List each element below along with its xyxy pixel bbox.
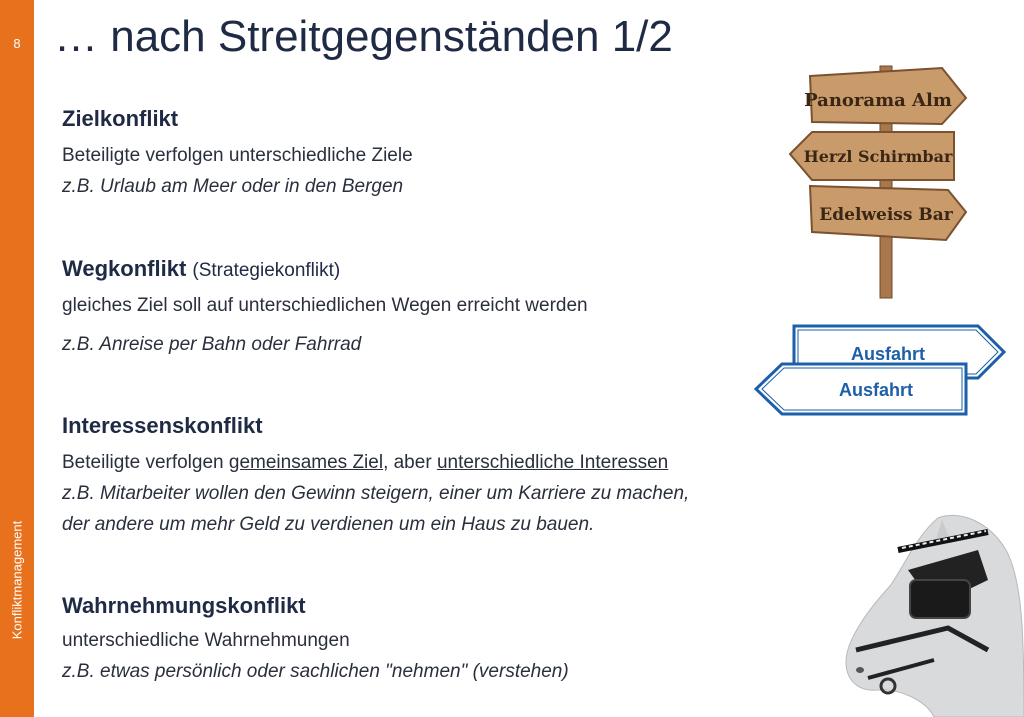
signpost-image: [782, 62, 972, 300]
section-heading: Zielkonflikt: [62, 106, 179, 131]
section-text: gleiches Ziel soll auf unterschiedlichen Wegen erreicht werden: [62, 295, 588, 316]
horse-blinders-image: [838, 510, 1024, 717]
section-zielkonflikt: [62, 106, 413, 202]
sign-text-1: Panorama Alm: [804, 90, 952, 111]
section-wegkonflikt: [62, 256, 588, 360]
section-example: z.B. Anreise per Bahn oder Fahrrad: [62, 334, 362, 355]
underlined-text: unterschiedliche Interessen: [436, 452, 669, 473]
exit-signs-image: [752, 322, 1008, 418]
section-heading: Wahrnehmungskonflikt: [62, 593, 306, 618]
exit-sign-bottom-text: Ausfahrt: [838, 380, 914, 400]
section-heading: Interessenskonflikt: [62, 413, 263, 438]
text-part: Beteiligte verfolgen: [62, 452, 229, 473]
sign-text-3: Edelweiss Bar: [819, 205, 953, 225]
section-example-line: der andere um mehr Geld zu verdienen um ein Haus zu bauen.: [62, 514, 595, 535]
section-example-line: z.B. Mitarbeiter wollen den Gewinn steigern, einer um Karriere zu machen,: [62, 483, 690, 504]
section-heading: [62, 256, 588, 282]
text-part: , aber: [383, 452, 437, 473]
section-example: z.B. etwas persönlich oder sachlichen "nehmen" (verstehen): [62, 661, 569, 682]
sidebar-label: Konfliktmanagement: [9, 520, 25, 640]
slide-number: 8: [0, 36, 34, 51]
section-heading-main: Wegkonflikt: [62, 256, 187, 281]
section-heading-suffix: (Strategiekonflikt): [192, 260, 341, 281]
section-interessenskonflikt: [62, 413, 689, 540]
sidebar-label-container: [0, 0, 34, 717]
sign-text-2: Herzl Schirmbar: [803, 147, 953, 166]
underlined-text: gemeinsames Ziel: [228, 452, 384, 473]
section-text: unterschiedliche Wahrnehmungen: [62, 630, 350, 651]
exit-sign-top-text: Ausfahrt: [850, 344, 926, 364]
section-example: z.B. Urlaub am Meer oder in den Bergen: [62, 176, 404, 197]
section-text: Beteiligte verfolgen unterschiedliche Ziele: [62, 145, 413, 166]
page-title: … nach Streitgegenständen 1/2: [54, 12, 673, 61]
section-wahrnehmungskonflikt: [62, 593, 569, 687]
section-text: [62, 447, 689, 478]
